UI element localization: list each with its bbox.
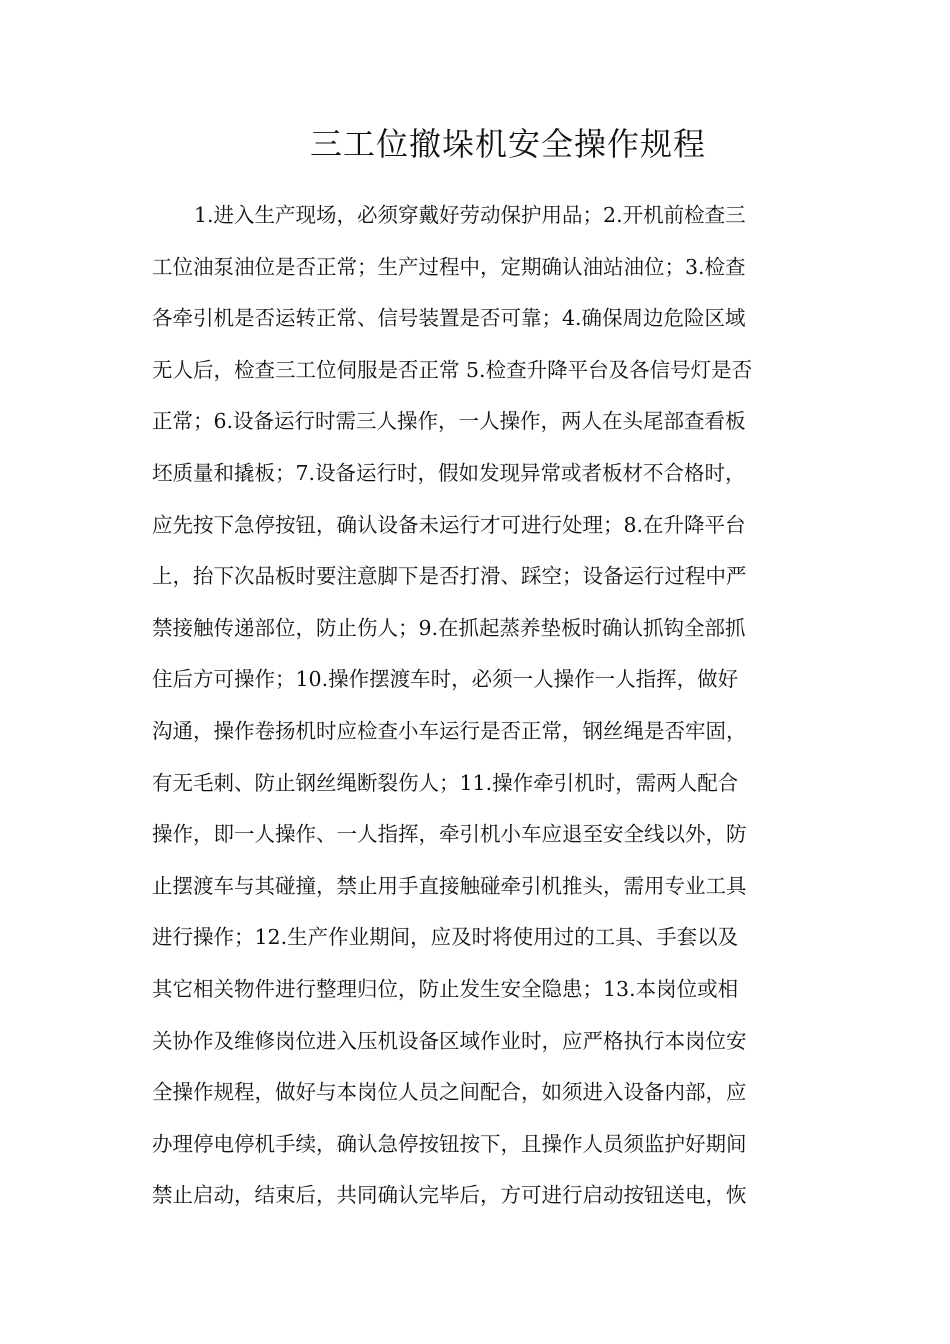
body-line: 工位油泵油位是否正常；生产过程中，定期确认油站油位；3.检查	[152, 254, 746, 279]
body-line: 1.进入生产现场，必须穿戴好劳动保护用品；2.开机前检查三	[194, 203, 746, 227]
body-line: 沟通，操作卷扬机时应检查小车运行是否正常，钢丝绳是否牢固，	[152, 718, 747, 743]
body-line: 正常；6.设备运行时需三人操作，一人操作，两人在头尾部查看板	[152, 409, 746, 434]
body-line: 坯质量和撬板；7.设备运行时，假如发现异常或者板材不合格时，	[152, 460, 746, 485]
body-line: 止摆渡车与其碰撞，禁止用手直接触碰牵引机推头，需用专业工具	[152, 873, 747, 898]
body-line: 有无毛刺、防止钢丝绳断裂伤人；11.操作牵引机时，需两人配合	[152, 770, 739, 795]
document-body	[152, 190, 812, 1222]
body-line: 进行操作；12.生产作业期间，应及时将使用过的工具、手套以及	[152, 925, 739, 950]
body-line: 禁止启动，结束后，共同确认完毕后，方可进行启动按钮送电，恢	[152, 1183, 747, 1208]
body-line: 住后方可操作；10.操作摆渡车时，必须一人操作一人指挥，做好	[152, 667, 739, 692]
body-line: 无人后，检查三工位伺服是否正常 5.检查升降平台及各信号灯是否	[152, 357, 753, 382]
document-title: 三工位撤垛机安全操作规程	[309, 125, 706, 163]
body-line: 操作，即一人操作、一人指挥，牵引机小车应退至安全线以外，防	[152, 822, 747, 847]
body-line: 办理停电停机手续，确认急停按钮按下，且操作人员须监护好期间	[152, 1131, 747, 1156]
body-line: 各牵引机是否运转正常、信号装置是否可靠；4.确保周边危险区域	[152, 306, 746, 331]
body-line: 关协作及维修岗位进入压机设备区域作业时，应严格执行本岗位安	[152, 1028, 747, 1053]
body-line: 全操作规程，做好与本岗位人员之间配合，如须进入设备内部，应	[152, 1080, 747, 1105]
body-line: 其它相关物件进行整理归位，防止发生安全隐患；13.本岗位或相	[152, 976, 739, 1001]
body-line: 应先按下急停按钮，确认设备未运行才可进行处理；8.在升降平台	[152, 512, 746, 537]
body-line: 禁接触传递部位，防止伤人；9.在抓起蒸养垫板时确认抓钩全部抓	[152, 615, 746, 640]
body-line: 上，抬下次品板时要注意脚下是否打滑、踩空；设备运行过程中严	[152, 564, 747, 589]
